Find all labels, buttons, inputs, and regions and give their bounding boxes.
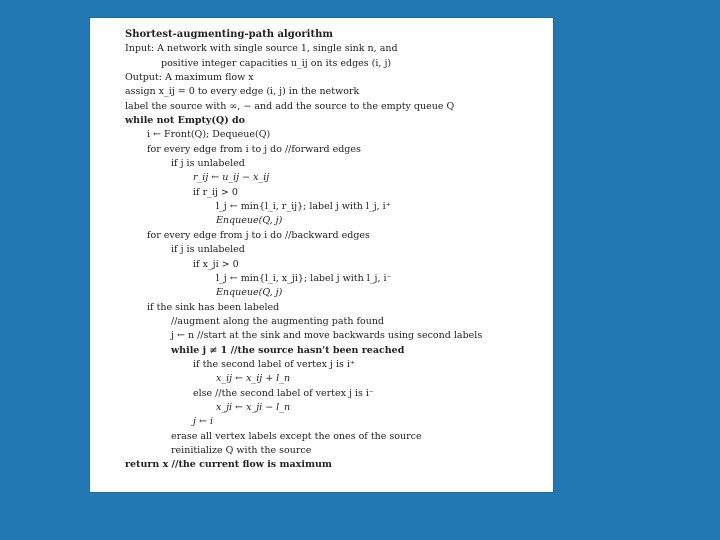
algo-line-forward-for: for every edge from i to j do //forward edges [147,143,361,155]
algo-line-else-minus: else //the second label of vertex j is i⁻ [193,387,374,399]
algo-line-erase: erase all vertex labels except the ones of the source [171,430,422,442]
algo-line-if-unlabeled-2: if j is unlabeled [171,244,245,256]
algo-line-residual: r_ij ← u_ij − x_ij [193,172,270,184]
algo-line-if-residual: if r_ij > 0 [193,186,238,198]
algo-line-start-sink: j ← n //start at the sink and move backwards using second labels [171,330,483,342]
algo-line-enqueue-forward: Enqueue(Q, j) [216,215,283,227]
algo-line-decrease: x_ji ← x_ji − l_n [216,401,291,413]
algorithm-page [90,18,553,492]
algo-line-augment-comment: //augment along the augmenting path found [171,315,385,327]
algo-line-if-flow: if x_ji > 0 [193,258,239,270]
algo-line-if-sink: if the sink has been labeled [147,301,280,313]
algo-line-input-cont: positive integer capacities u_ij on its edges (i, j) [161,57,392,69]
algo-line-step-back: j ← i [193,416,213,428]
algo-line-front: i ← Front(Q); Dequeue(Q) [147,129,271,141]
algo-line-output: Output: A maximum flow x [125,72,254,84]
algo-line-while: while not Empty(Q) do [125,115,245,127]
algo-line-reinitialize: reinitialize Q with the source [171,444,312,456]
algo-line-label-forward: l_j ← min{l_i, r_ij}; label j with l_j, i⁺ [216,201,391,213]
algo-line-if-unlabeled: if j is unlabeled [171,158,245,170]
algorithm-text [125,28,545,473]
algo-line-label-source: label the source with ∞, − and add the source to the empty queue Q [125,100,455,112]
algo-line-while-source: while j ≠ 1 //the source hasn't been reached [171,344,405,356]
algo-line-label-backward: l_j ← min{l_i, x_ji}; label j with l_j, i⁻ [216,272,392,284]
algorithm-title: Shortest-augmenting-path algorithm [125,29,333,40]
algo-line-return: return x //the current flow is maximum [125,459,332,471]
algo-line-backward-for: for every edge from j to i do //backward edges [147,229,370,241]
algo-line-increase: x_ij ← x_ij + l_n [216,373,291,385]
algo-line-assign: assign x_ij = 0 to every edge (i, j) in the network [125,86,360,98]
algo-line-enqueue-backward: Enqueue(Q, j) [216,287,283,299]
algo-line-if-plus: if the second label of vertex j is i⁺ [193,358,355,370]
algo-line-input: Input: A network with single source 1, single sink n, and [125,43,398,55]
